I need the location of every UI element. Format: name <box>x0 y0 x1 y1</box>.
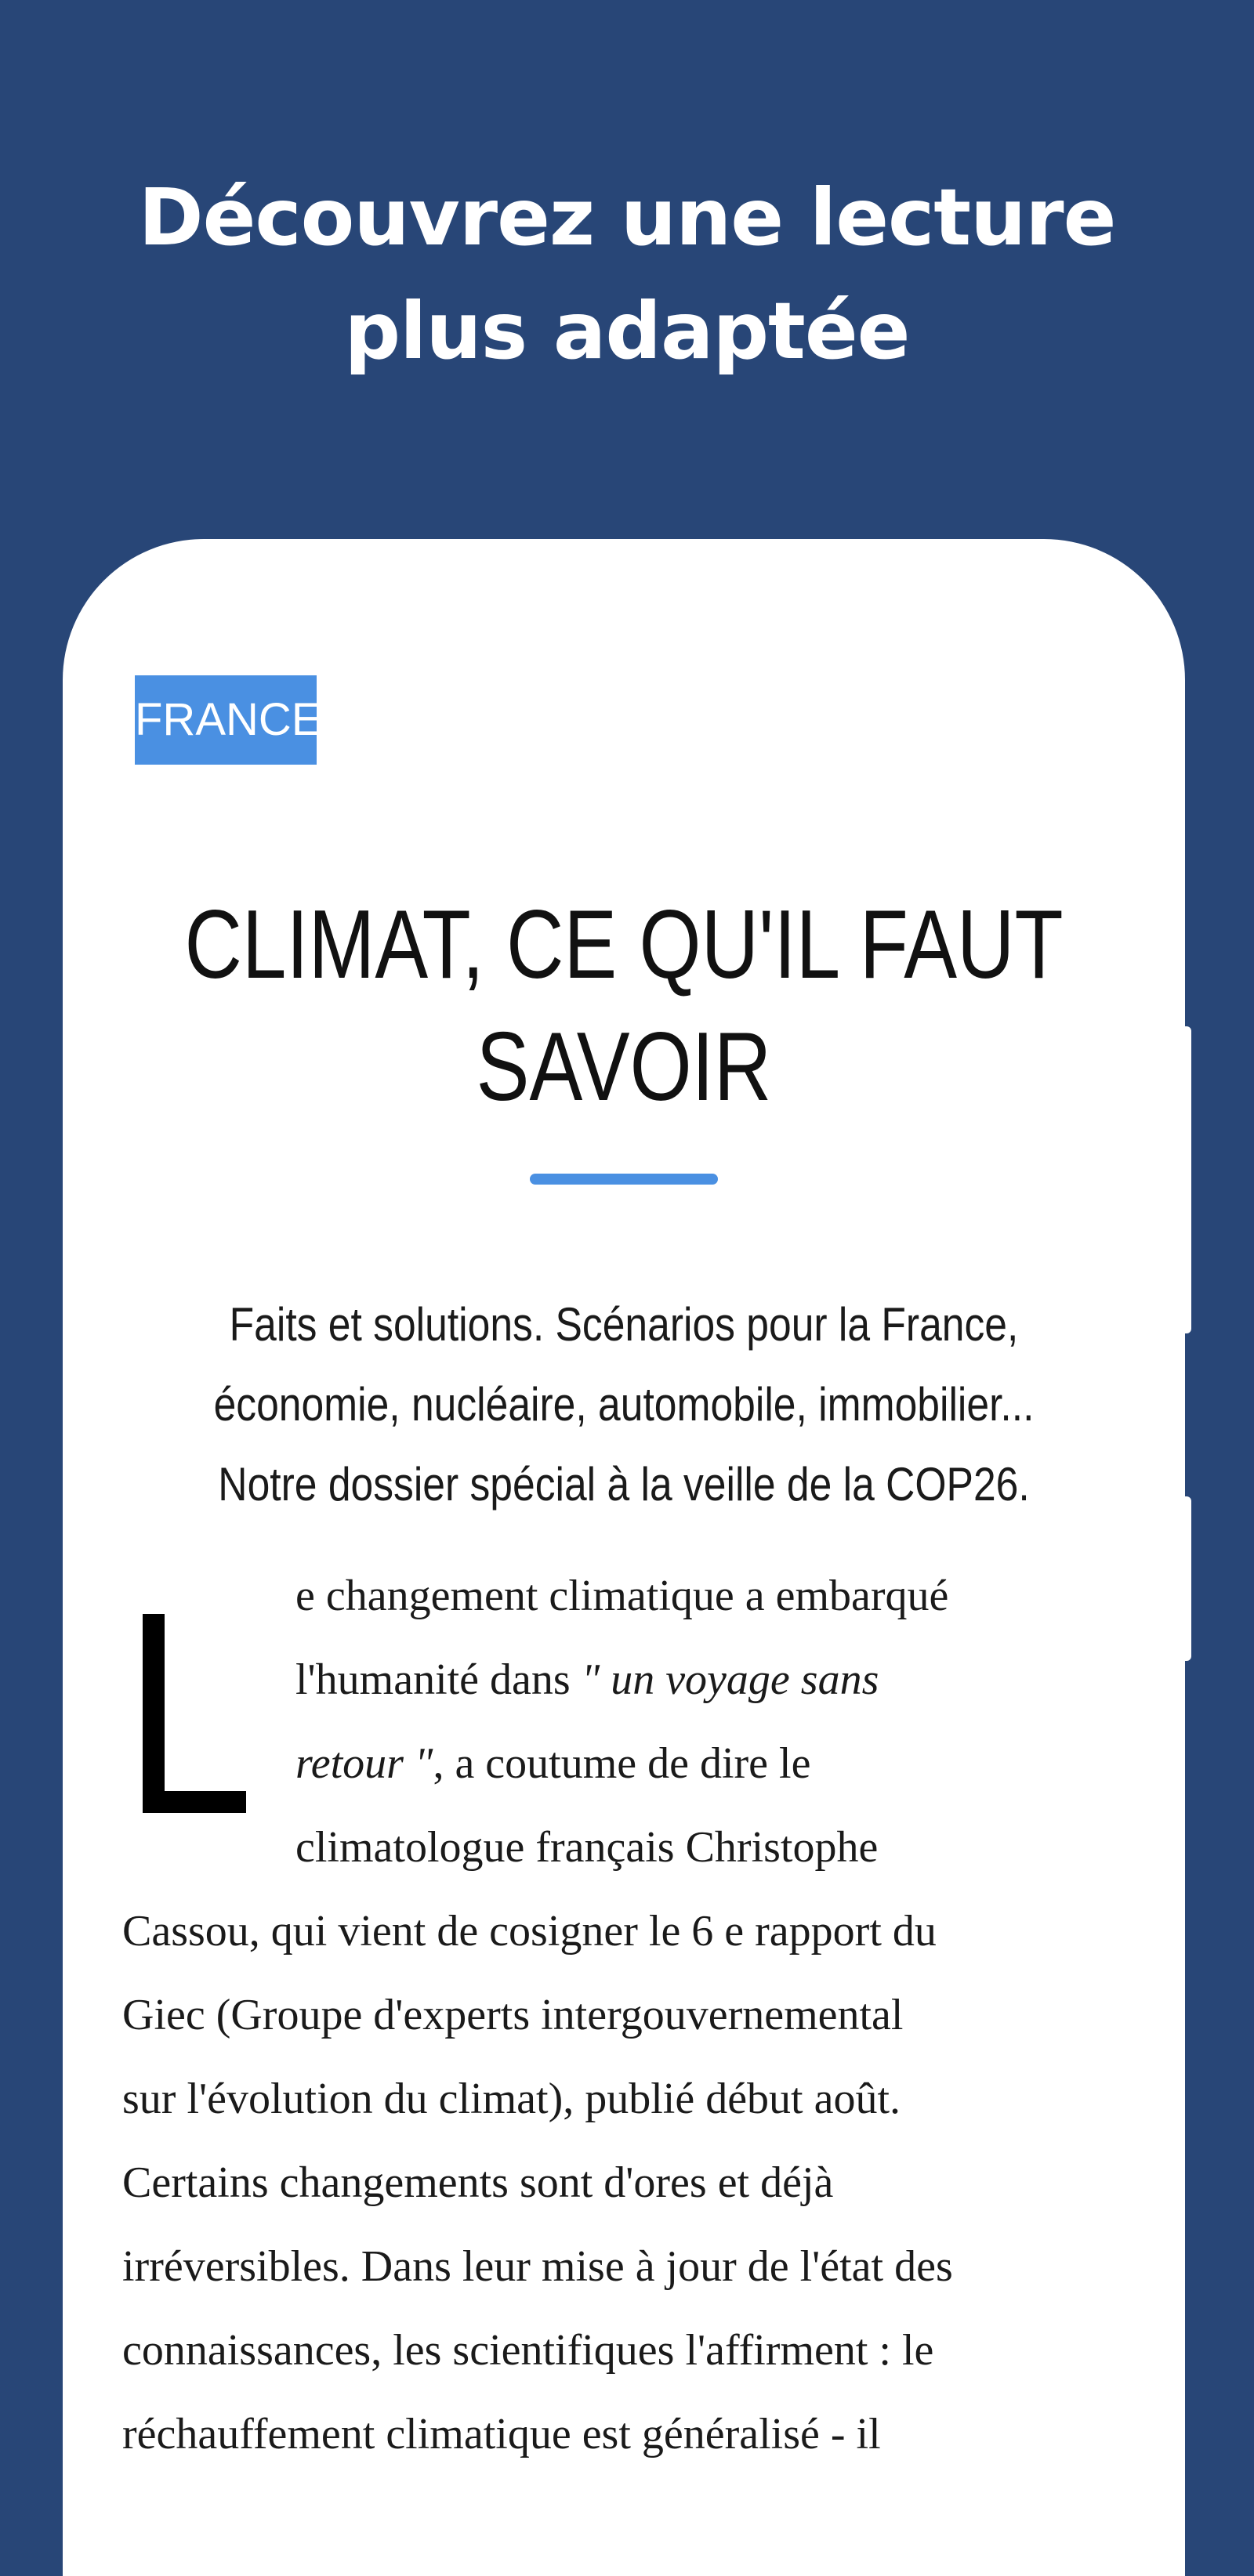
body-line: réchauffement climatique est généralisé - il <box>122 2410 881 2458</box>
body-line: irréversibles. Dans leur mise à jour de l'état des <box>122 2242 953 2291</box>
article-title-line-2: SAVOIR <box>476 1013 772 1121</box>
article-title-line-1: CLIMAT, CE QU'IL FAUT <box>184 891 1064 999</box>
phone-screen-article[interactable] <box>63 539 1185 2576</box>
body-line: climatologue français Christophe <box>295 1823 879 1872</box>
lead-line: économie, nucléaire, automobile, immobilier... <box>213 1378 1035 1431</box>
title-divider <box>530 1174 718 1185</box>
body-line: connaissances, les scientifiques l'affirment : le <box>122 2326 934 2375</box>
article-title <box>164 884 1084 1128</box>
category-badge[interactable]: FRANCE <box>135 675 317 765</box>
body-line: Giec (Groupe d'experts intergouvernemental <box>122 1991 904 2039</box>
quote-text: " un voyage sans <box>581 1655 879 1704</box>
body-line: sur l'évolution du climat), publié début août. <box>122 2075 901 2123</box>
quote-text: retour " <box>295 1739 433 1788</box>
lead-line: Faits et solutions. Scénarios pour la France, <box>229 1298 1019 1351</box>
promo-headline-line-2: plus adaptée <box>344 285 910 377</box>
body-line: l'humanité dans " un voyage sans <box>295 1655 879 1704</box>
body-line: Cassou, qui vient de cosigner le 6 e rapport du <box>122 1907 937 1956</box>
lead-line: Notre dossier spécial à la veille de la COP26. <box>218 1458 1030 1511</box>
body-line: e changement climatique a embarqué <box>295 1572 949 1620</box>
promo-headline-line-1: Découvrez une lecture <box>138 172 1116 263</box>
article-lead <box>141 1285 1107 1525</box>
body-line: retour ", a coutume de dire le <box>295 1739 811 1788</box>
promo-headline <box>0 161 1254 388</box>
body-line: Certains changements sont d'ores et déjà <box>122 2158 834 2207</box>
article-body <box>122 1554 1172 2477</box>
